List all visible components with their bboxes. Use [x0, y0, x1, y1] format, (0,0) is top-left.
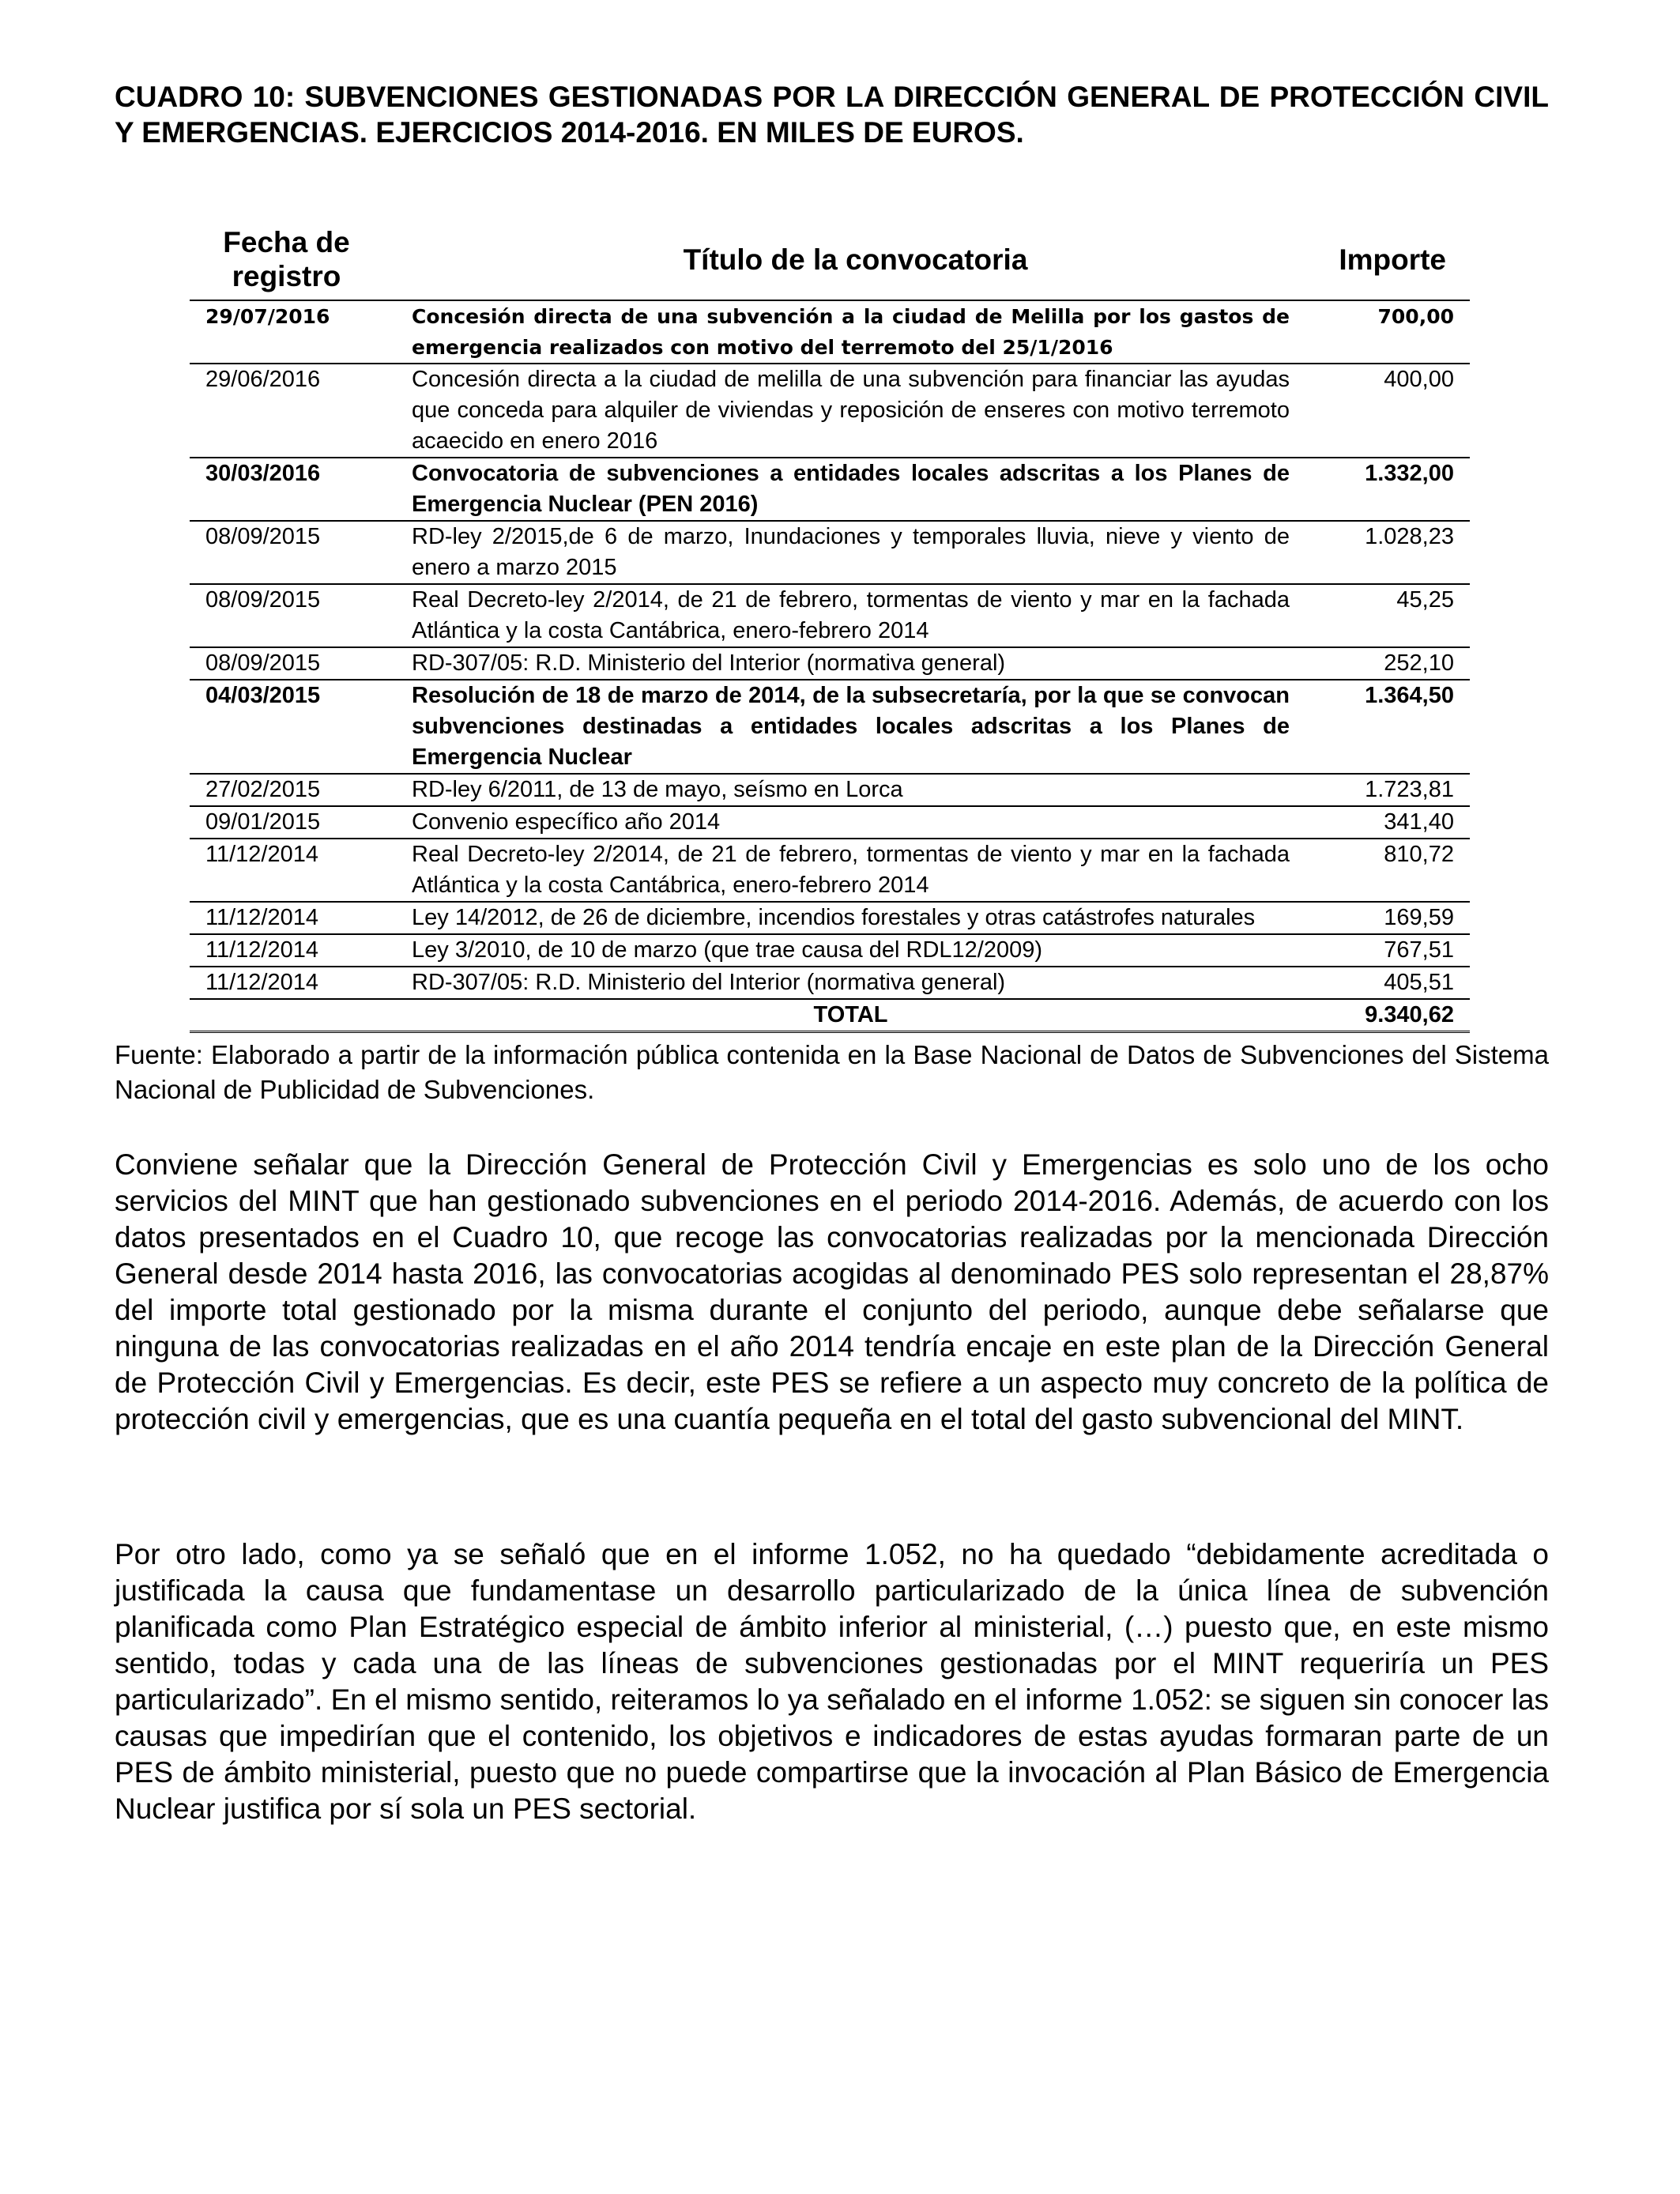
header-date: Fecha de registro [223, 226, 350, 292]
cell-amount: 169,59 [1304, 902, 1470, 934]
table-row [190, 364, 1470, 458]
table-row [190, 521, 1470, 584]
cell-amount: 252,10 [1304, 647, 1470, 680]
cell-amount: 341,40 [1304, 806, 1470, 839]
cell-title: Concesión directa de una subvención a la ciudad de Melilla por los gastos de emergencia realizados con motivo del terremoto del 25/1/2016 [407, 300, 1304, 364]
cell-date: 27/02/2015 [190, 774, 407, 806]
cell-amount: 767,51 [1304, 934, 1470, 967]
table-total-row [190, 999, 1470, 1032]
cell-amount: 1.332,00 [1304, 458, 1470, 521]
table-row [190, 774, 1470, 806]
cell-date: 09/01/2015 [190, 806, 407, 839]
cell-title: Real Decreto-ley 2/2014, de 21 de febrero, tormentas de viento y mar en la fachada Atlántica y la costa Cantábrica, enero-febrero 2014 [407, 839, 1304, 902]
cell-amount: 700,00 [1304, 300, 1470, 364]
cell-title: Concesión directa a la ciudad de melilla de una subvención para financiar las ayudas que conceda para alquiler de viviendas y reposición de enseres con motivo terremoto acaecido en enero 2016 [407, 364, 1304, 458]
cell-date: 04/03/2015 [190, 680, 407, 774]
page-content [115, 79, 1549, 1827]
table-row [190, 902, 1470, 934]
cell-title: RD-307/05: R.D. Ministerio del Interior (normativa general) [407, 647, 1304, 680]
total-amount: 9.340,62 [1304, 999, 1470, 1032]
cell-title: Convenio específico año 2014 [407, 806, 1304, 839]
table-row [190, 680, 1470, 774]
table-container [190, 225, 1470, 1033]
cell-date: 29/06/2016 [190, 364, 407, 458]
table-row [190, 934, 1470, 967]
cell-title: Real Decreto-ley 2/2014, de 21 de febrero, tormentas de viento y mar en la fachada Atlántica y la costa Cantábrica, enero-febrero 2014 [407, 584, 1304, 647]
cell-amount: 1.028,23 [1304, 521, 1470, 584]
total-label: TOTAL [407, 999, 1304, 1032]
header-amount: Importe [1339, 243, 1446, 276]
table-row [190, 839, 1470, 902]
body-paragraph: Conviene señalar que la Dirección General de Protección Civil y Emergencias es solo uno de los ocho servicios del MINT que han gestionado subvenciones en el periodo 2014-2016. Además, de acuerdo con los datos presentados en el Cuadro 10, que recoge las convocatorias realizadas por la mencionada Dirección General desde 2014 hasta 2016, las convocatorias acogidas al denominado PES solo representan el 28,87% del importe total gestionado por la misma durante el conjunto del periodo, aunque debe señalarse que ninguna de las convocatorias realizadas en el año 2014 tendría encaje en este plan de la Dirección General de Protección Civil y Emergencias. Es decir, este PES se refiere a un aspecto muy concreto de la política de protección civil y emergencias, que es una cuantía pequeña en el total del gasto subvencional del MINT. [115, 1148, 1549, 1435]
cell-title: Resolución de 18 de marzo de 2014, de la subsecretaría, por la que se convocan subvenciones destinadas a entidades locales adscritas a los Planes de Emergencia Nuclear [407, 680, 1304, 774]
header-title: Título de la convocatoria [683, 243, 1028, 276]
cell-date: 08/09/2015 [190, 584, 407, 647]
cell-title: RD-307/05: R.D. Ministerio del Interior (normativa general) [407, 967, 1304, 999]
cell-amount: 1.364,50 [1304, 680, 1470, 774]
body-paragraph: Por otro lado, como ya se señaló que en el informe 1.052, no ha quedado “debidamente acreditada o justificada la causa que fundamentase un desarrollo particularizado de la única línea de subvención planificada como Plan Estratégico especial de ámbito inferior al ministerial, (…) puesto que, en este mismo sentido, todas y cada una de las líneas de subvenciones gestionadas por el MINT requeriría un PES particularizado”. En el mismo sentido, reiteramos lo ya señalado en el informe 1.052: se siguen sin conocer las causas que impedirían que el contenido, los objetivos e indicadores de estas ayudas formaran parte de un PES de ámbito ministerial, puesto que no puede compartirse que la invocación al Plan Básico de Emergencia Nuclear justifica por sí sola un PES sectorial. [115, 1538, 1549, 1825]
table-row [190, 458, 1470, 521]
cell-title: RD-ley 2/2015,de 6 de marzo, Inundaciones y temporales lluvia, nieve y viento de enero a marzo 2015 [407, 521, 1304, 584]
cell-amount: 810,72 [1304, 839, 1470, 902]
cell-title: RD-ley 6/2011, de 13 de mayo, seísmo en Lorca [407, 774, 1304, 806]
cell-date: 11/12/2014 [190, 967, 407, 999]
table-row [190, 647, 1470, 680]
table-header-row [190, 225, 1470, 300]
table-row [190, 584, 1470, 647]
cell-amount: 1.723,81 [1304, 774, 1470, 806]
cell-date: 11/12/2014 [190, 839, 407, 902]
cell-date: 11/12/2014 [190, 934, 407, 967]
cell-title: Ley 3/2010, de 10 de marzo (que trae causa del RDL12/2009) [407, 934, 1304, 967]
cell-title: Convocatoria de subvenciones a entidades locales adscritas a los Planes de Emergencia Nuclear (PEN 2016) [407, 458, 1304, 521]
cell-date: 11/12/2014 [190, 902, 407, 934]
table-row [190, 806, 1470, 839]
cell-amount: 400,00 [1304, 364, 1470, 458]
subsidies-table [190, 225, 1470, 1033]
cell-empty [190, 999, 407, 1032]
cell-amount: 405,51 [1304, 967, 1470, 999]
cell-amount: 45,25 [1304, 584, 1470, 647]
table-row [190, 967, 1470, 999]
cell-date: 08/09/2015 [190, 647, 407, 680]
cell-date: 08/09/2015 [190, 521, 407, 584]
cell-title: Ley 14/2012, de 26 de diciembre, incendios forestales y otras catástrofes naturales [407, 902, 1304, 934]
cell-date: 30/03/2016 [190, 458, 407, 521]
cell-date: 29/07/2016 [190, 300, 407, 364]
table-row [190, 300, 1470, 364]
table-title: CUADRO 10: SUBVENCIONES GESTIONADAS POR LA DIRECCIÓN GENERAL DE PROTECCIÓN CIVIL Y EMERGENCIAS. EJERCICIOS 2014-2016. EN MILES DE EUROS. [115, 81, 1549, 149]
source-note: Fuente: Elaborado a partir de la información pública contenida en la Base Nacional de Datos de Subvenciones del Sistema Nacional de Publicidad de Subvenciones. [115, 1040, 1549, 1104]
